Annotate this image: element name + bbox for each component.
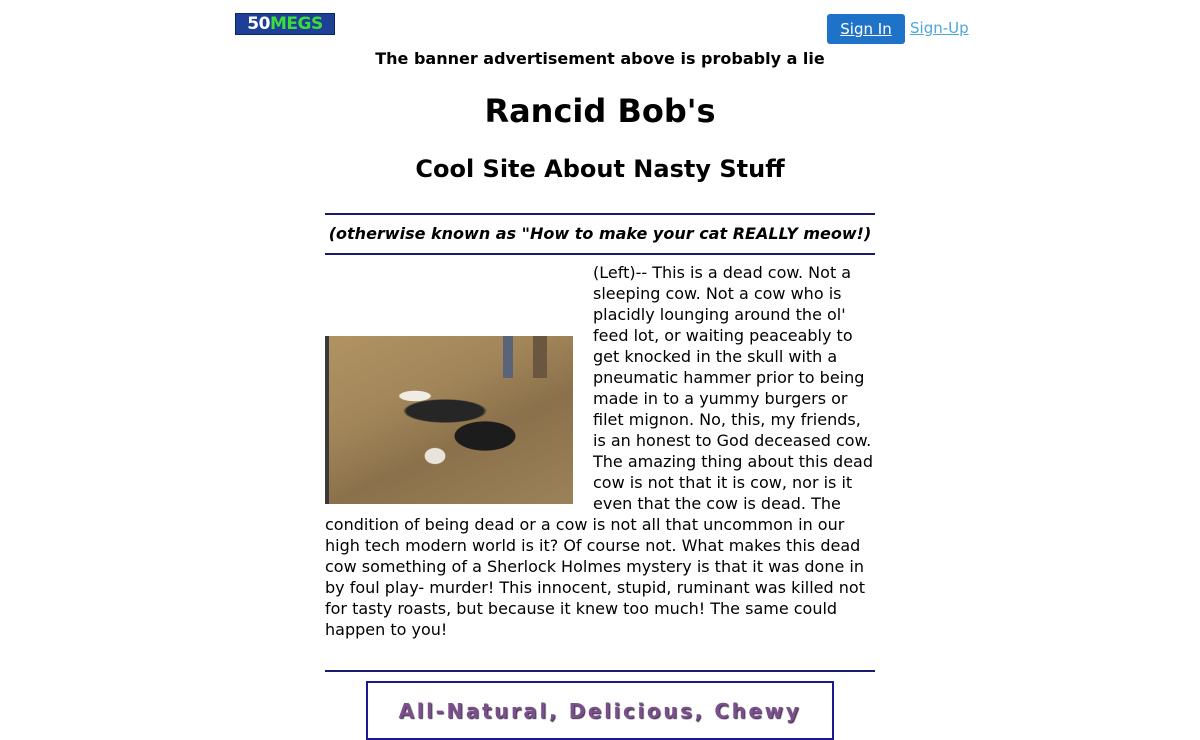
banner-note: The banner advertisement above is probably a lie — [375, 49, 825, 68]
logo-word: MEGS — [269, 14, 323, 34]
aka-tagline: (otherwise known as "How to make your cat REALLY meow!) — [328, 224, 872, 243]
tagline-divider — [325, 253, 875, 255]
top-divider — [325, 213, 875, 215]
sign-in-button[interactable]: Sign In — [827, 14, 905, 44]
photo-legs-left — [503, 336, 513, 378]
page-subtitle: Cool Site About Nasty Stuff — [415, 155, 785, 183]
article-body: (Left)-- This is a dead cow. Not a sleeping cow. Not a cow who is placidly lounging around the ol' feed lot, or waiting peaceably to get knocked in the skull with a pneumatic hammer prior to being made in to a yummy burgers or filet mignon. No, this, my friends, is an honest to God deceased cow. The amazing thing about this dead cow is not that it is cow, nor is it even that the cow is dead. The condition of being dead or a cow is not all that uncommon in our high tech modern world is it? Of course not. What makes this dead cow something of a Sherlock Holmes mystery is that it was done in by foul play- murder! This innocent, stupid, ruminant was killed not for tasty roasts, but because it knew too much! The same could happen to you! — [325, 263, 873, 639]
ad-text: All-Natural, Delicious, Chewy — [398, 698, 802, 723]
dead-cow-photo — [325, 336, 573, 504]
sign-up-link[interactable]: Sign-Up — [910, 19, 969, 37]
photo-legs-right — [533, 336, 547, 378]
page-title: Rancid Bob's — [484, 92, 716, 130]
bottom-divider — [325, 670, 875, 672]
article — [325, 262, 875, 640]
50megs-logo[interactable] — [235, 13, 335, 35]
ad-banner[interactable] — [366, 681, 834, 740]
logo-number: 50 — [247, 14, 270, 34]
